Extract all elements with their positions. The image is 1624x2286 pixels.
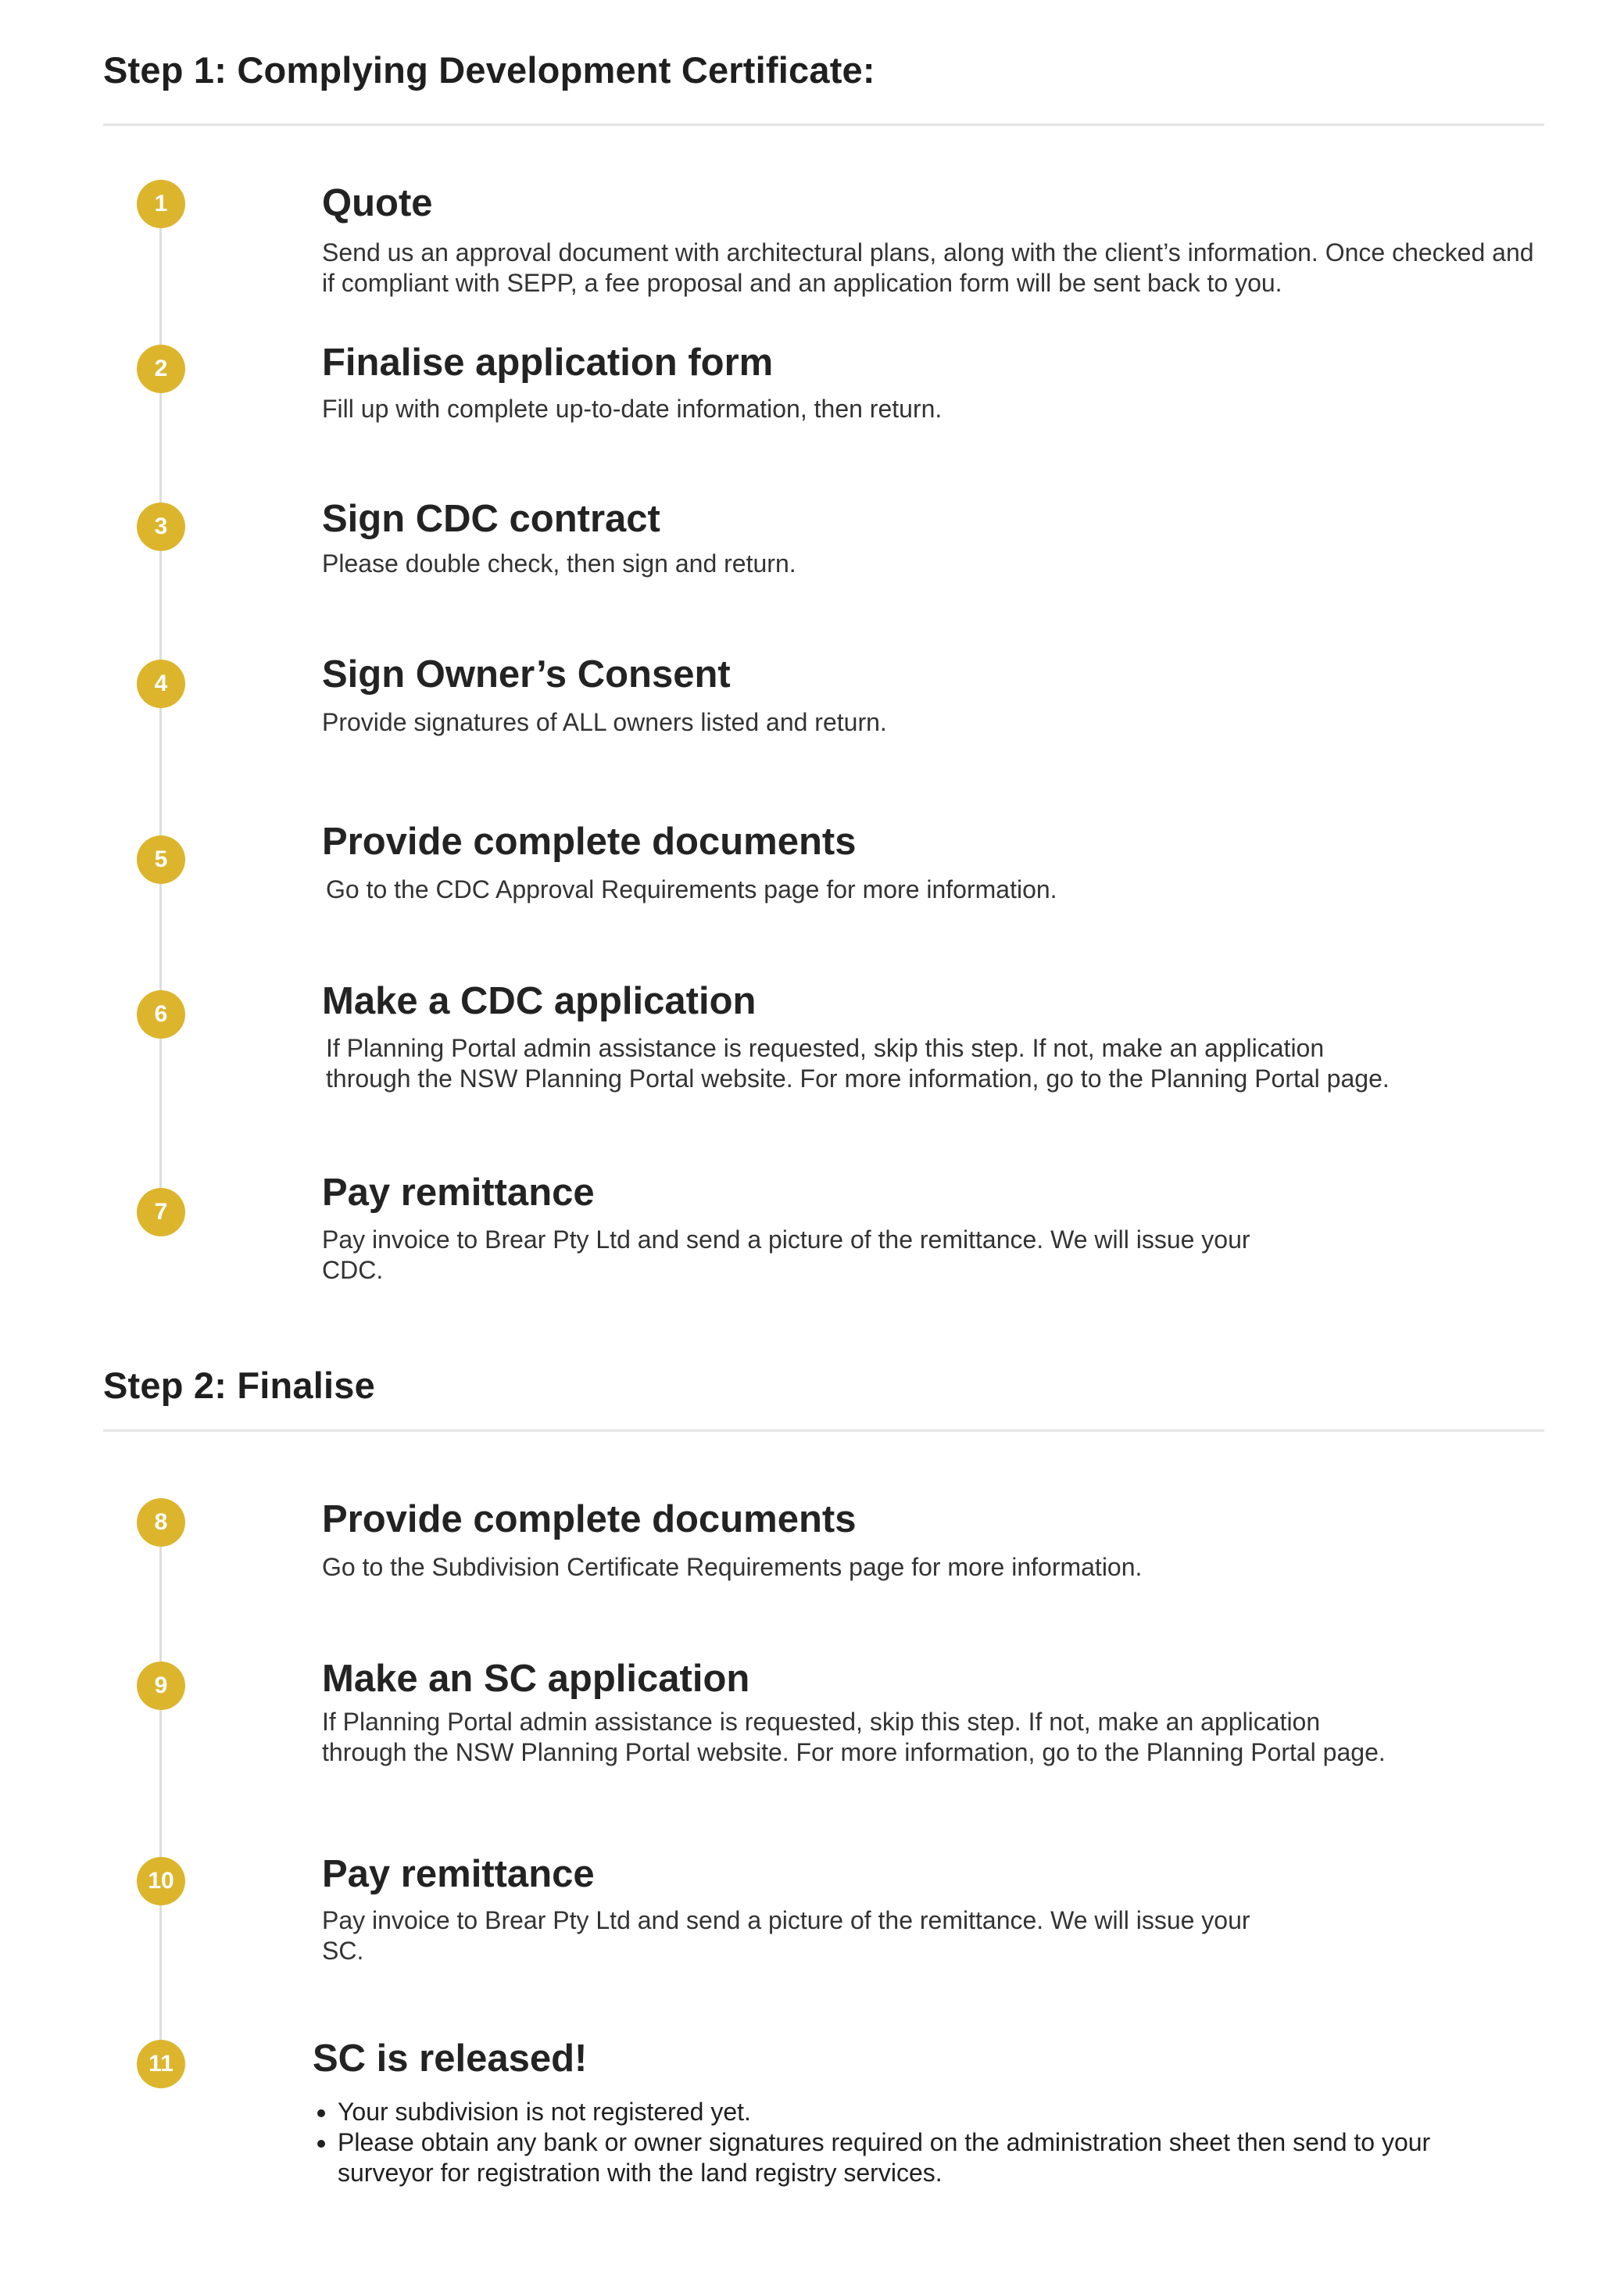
step-11-title: SC is released! — [313, 2037, 588, 2080]
step-8-title: Provide complete documents — [322, 1498, 857, 1540]
step-5-title: Provide complete documents — [322, 821, 857, 863]
step-4-number-badge: 4 — [137, 660, 185, 708]
list-item: • Please obtain any bank or owner signatures required on the administration sheet then send to your surveyor for registration with the land registry services. — [338, 2127, 1432, 2188]
step-4-description: Provide signatures of ALL owners listed and return. — [322, 708, 887, 736]
step-7-description: Pay invoice to Brear Pty Ltd and send a picture of the remittance. We will issue your CDC. — [322, 1225, 1250, 1284]
timeline-line-2 — [159, 1524, 162, 2063]
step-3-number-badge: 3 — [137, 503, 185, 551]
step-5-number-badge: 5 — [137, 835, 185, 884]
step-4-title: Sign Owner’s Consent — [322, 653, 731, 696]
step-6-description: If Planning Portal admin assistance is requested, skip this step. If not, make an application through the NSW Planning Portal website. For more information, go to the Planning Portal page. — [326, 1034, 1390, 1093]
step-10-number-badge: 10 — [137, 1857, 185, 1905]
step-6-title: Make a CDC application — [322, 980, 757, 1022]
step-7-title: Pay remittance — [322, 1172, 595, 1214]
section-1-title: Step 1: Complying Development Certificate: — [103, 49, 875, 91]
step-9-number-badge: 9 — [137, 1662, 185, 1710]
step-9-description: If Planning Portal admin assistance is requested, skip this step. If not, make an application through the NSW Planning Portal website. For more information, go to the Planning Portal page. — [322, 1708, 1386, 1766]
step-8-number-badge: 8 — [137, 1498, 185, 1547]
step-5-description: Go to the CDC Approval Requirements page for more information. — [326, 875, 1057, 903]
step-11-number-badge: 11 — [137, 2040, 185, 2088]
section-2-title: Step 2: Finalise — [103, 1365, 375, 1406]
list-item: • Your subdivision is not registered yet. — [338, 2097, 1432, 2127]
step-7-number-badge: 7 — [137, 1188, 185, 1236]
step-2-description: Fill up with complete up-to-date information, then return. — [322, 395, 943, 423]
step-11-bullet-list — [311, 2097, 1432, 2188]
section-1-divider — [103, 123, 1544, 126]
step-1-title: Quote — [322, 182, 433, 224]
section-2-divider — [103, 1429, 1544, 1432]
step-9-title: Make an SC application — [322, 1658, 750, 1700]
step-2-title: Finalise application form — [322, 342, 774, 384]
step-10-description: Pay invoice to Brear Pty Ltd and send a picture of the remittance. We will issue your SC. — [322, 1906, 1250, 1965]
step-10-title: Pay remittance — [322, 1853, 595, 1895]
step-8-description: Go to the Subdivision Certificate Requirements page for more information. — [322, 1553, 1143, 1581]
step-1-description: Send us an approval document with architectural plans, along with the client’s information. Once checked and if compliant with SEPP, a fee proposal and an application form will be sent back to you. — [322, 238, 1534, 297]
step-1-number-badge: 1 — [137, 180, 185, 228]
step-6-number-badge: 6 — [137, 990, 185, 1039]
step-3-title: Sign CDC contract — [322, 498, 660, 540]
step-3-description: Please double check, then sign and return. — [322, 549, 796, 578]
step-2-number-badge: 2 — [137, 345, 185, 393]
